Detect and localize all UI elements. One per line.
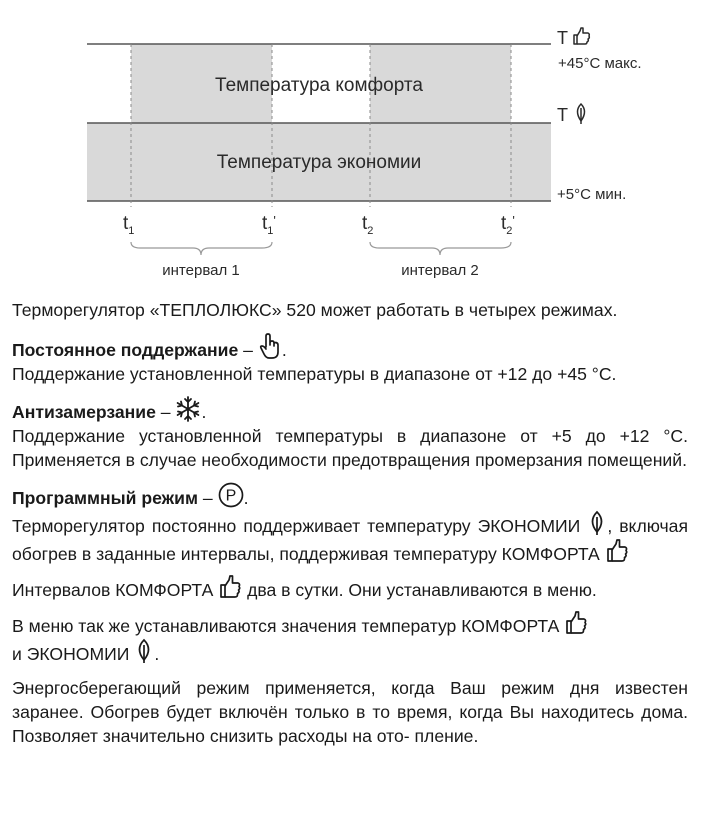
interval-2-brace [370,242,511,255]
mode3-description: Терморегулятор постоянно поддерживает температуру ЭКОНОМИИ , включая обогрев в заданные интервалы, поддерживая температуру КОМФОРТА [12,510,688,566]
mode2-description: Поддержание установленной температуры в диапазоне от +5 до +12 °С. Применяется в случае необходимости предотвращения промерзания помещений. [12,426,688,470]
interval-2-label: интервал 2 [401,262,479,279]
mode3-title: Программный режим [12,488,198,508]
thumbs-up-icon [574,28,589,44]
leaf-icon [578,104,585,124]
mode1-title: Постоянное поддержание [12,340,239,360]
interval-1-brace [131,242,272,255]
svg-text:P: P [225,487,236,505]
interval-1-label: интервал 1 [162,262,240,279]
leaf-icon [134,638,154,664]
marker-t1-prime: $t_1'$ [262,213,276,237]
hand-point-icon [258,332,282,360]
temperature-diagram [0,0,707,295]
mode1-description: Поддержание установленной температуры в диапазоне от +12 до +45 °С. [12,364,617,384]
mode1-heading: Постоянное поддержание – . [12,332,688,362]
intervals-paragraph: Интервалов КОМФОРТА два в сутки. Они устанавливаются в меню. [12,574,688,602]
program-p-icon [218,482,244,508]
thumbs-up-icon [218,574,242,600]
leaf-icon [587,510,607,536]
marker-t2: $t_2$ [362,213,374,237]
document-body [12,298,688,748]
thumbs-up-icon [564,610,588,636]
mode2-title: Антизамерзание [12,402,156,422]
mode3-heading: Программный режим – P . [12,482,688,510]
mode2-heading: Антизамерзание – . [12,396,688,424]
snowflake-icon [175,396,201,422]
intro-paragraph: Терморегулятор «ТЕПЛОЛЮКС» 520 может работать в четырех режимах. [12,300,618,320]
t-economy-label: T [557,105,568,125]
marker-t2-prime: $t_2'$ [501,213,515,237]
economy-mode-paragraph: Энергосберегающий режим применяется, когда Ваш режим дня известен заранее. Обогрев будет включён только в то время, когда Вы находитесь дома. Позволяет значительно снизить расходы на ото- пление. [12,678,688,746]
max-label: +45°С макс. [558,55,642,72]
t-comfort-label: T [557,28,568,48]
menu-paragraph: В меню так же устанавливаются значения температур КОМФОРТА и ЭКОНОМИИ . [12,610,688,666]
comfort-band-label: Температура комфорта [215,75,423,96]
economy-band-label: Температура экономии [216,152,422,173]
min-label: +5°С мин. [557,186,627,203]
marker-t1: $t_1$ [123,213,135,237]
thumbs-up-icon [605,538,629,564]
